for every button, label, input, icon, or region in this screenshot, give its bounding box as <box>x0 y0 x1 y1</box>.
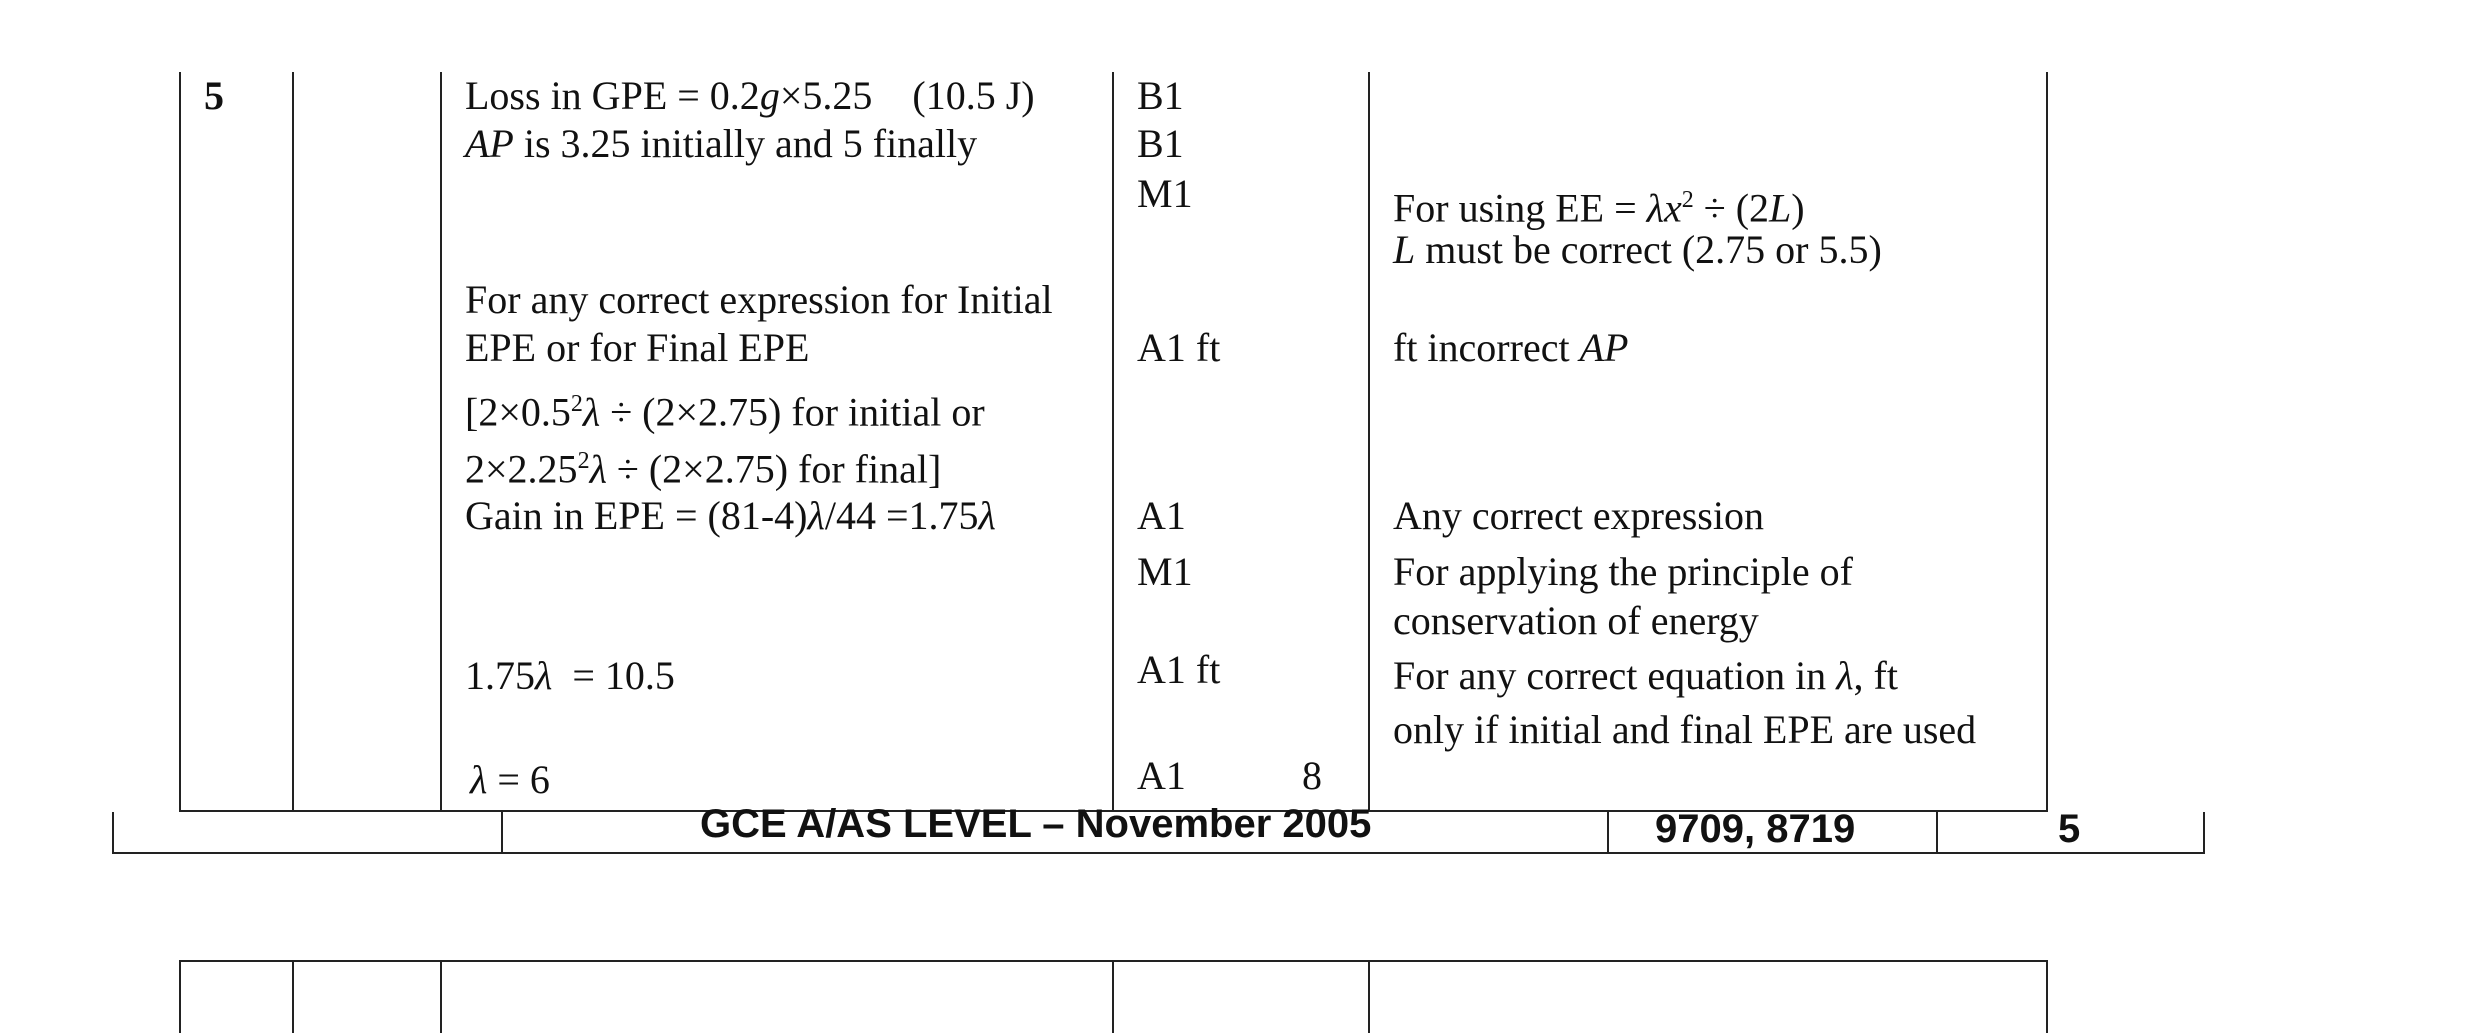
total-marks: 8 <box>1302 753 1322 798</box>
guidance-line-1: For using EE = $\lambda x^2 \div (2L)$ <box>1393 185 1805 231</box>
footer-border-right <box>2203 812 2205 854</box>
working-line-9: λ = 6 <box>470 757 550 802</box>
guidance-line-5: For applying the principle of <box>1393 549 1853 594</box>
table-border-left <box>179 72 181 812</box>
working-line-6: $2\times 2.25^2\lambda \div (2\times 2.75)$ for final] <box>465 446 942 492</box>
footer-paper: 5 <box>2058 807 2081 851</box>
footer-bottom-border <box>112 852 2205 854</box>
mark-8: A1 <box>1137 753 1186 798</box>
table-divider-3 <box>1112 72 1114 812</box>
mark-1: B1 <box>1137 73 1184 118</box>
next-table-border-left <box>179 960 181 1033</box>
next-table-divider-4 <box>1368 960 1370 1033</box>
working-line-2: AP is 3.25 initially and 5 finally <box>465 121 978 166</box>
next-table-divider-3 <box>1112 960 1114 1033</box>
mark-6: M1 <box>1137 549 1193 594</box>
footer-border-left <box>112 812 114 854</box>
mark-2: B1 <box>1137 121 1184 166</box>
guidance-line-7: For any correct equation in λ, ft <box>1393 653 1898 698</box>
next-table-divider-1 <box>292 960 294 1033</box>
footer-divider-3 <box>1936 812 1938 854</box>
footer-divider-1 <box>501 812 503 854</box>
table-divider-2 <box>440 72 442 812</box>
next-table-border-right <box>2046 960 2048 1033</box>
guidance-line-6: conservation of energy <box>1393 598 1759 643</box>
mark-4: A1 ft <box>1137 325 1221 370</box>
guidance-line-2: L must be correct (2.75 or 5.5) <box>1393 227 1882 272</box>
mark-7: A1 ft <box>1137 647 1221 692</box>
mark-3: M1 <box>1137 171 1193 216</box>
table-divider-1 <box>292 72 294 812</box>
working-line-5: [$2\times 0.5^2\lambda \div (2\times 2.75)$ for initial or <box>465 389 985 435</box>
working-line-3: For any correct expression for Initial <box>465 277 1053 322</box>
footer-title: GCE A/AS LEVEL – November 2005 <box>700 802 1372 846</box>
working-line-8: 1.75λ = 10.5 <box>465 653 675 698</box>
mark-5: A1 <box>1137 493 1186 538</box>
guidance-line-3: ft incorrect AP <box>1393 325 1629 370</box>
working-line-1: Loss in GPE = 0.2g×5.25 (10.5 J) <box>465 73 1035 118</box>
footer-syllabus: 9709, 8719 <box>1655 807 1856 851</box>
question-number: 5 <box>204 73 224 118</box>
guidance-line-4: Any correct expression <box>1393 493 1764 538</box>
working-line-4: EPE or for Final EPE <box>465 325 810 370</box>
next-table-divider-2 <box>440 960 442 1033</box>
footer-divider-2 <box>1607 812 1609 854</box>
table-divider-4 <box>1368 72 1370 812</box>
guidance-line-8: only if initial and final EPE are used <box>1393 707 1977 752</box>
working-line-7: Gain in EPE = (81-4)λ/44 =1.75λ <box>465 493 996 538</box>
table-border-right <box>2046 72 2048 812</box>
